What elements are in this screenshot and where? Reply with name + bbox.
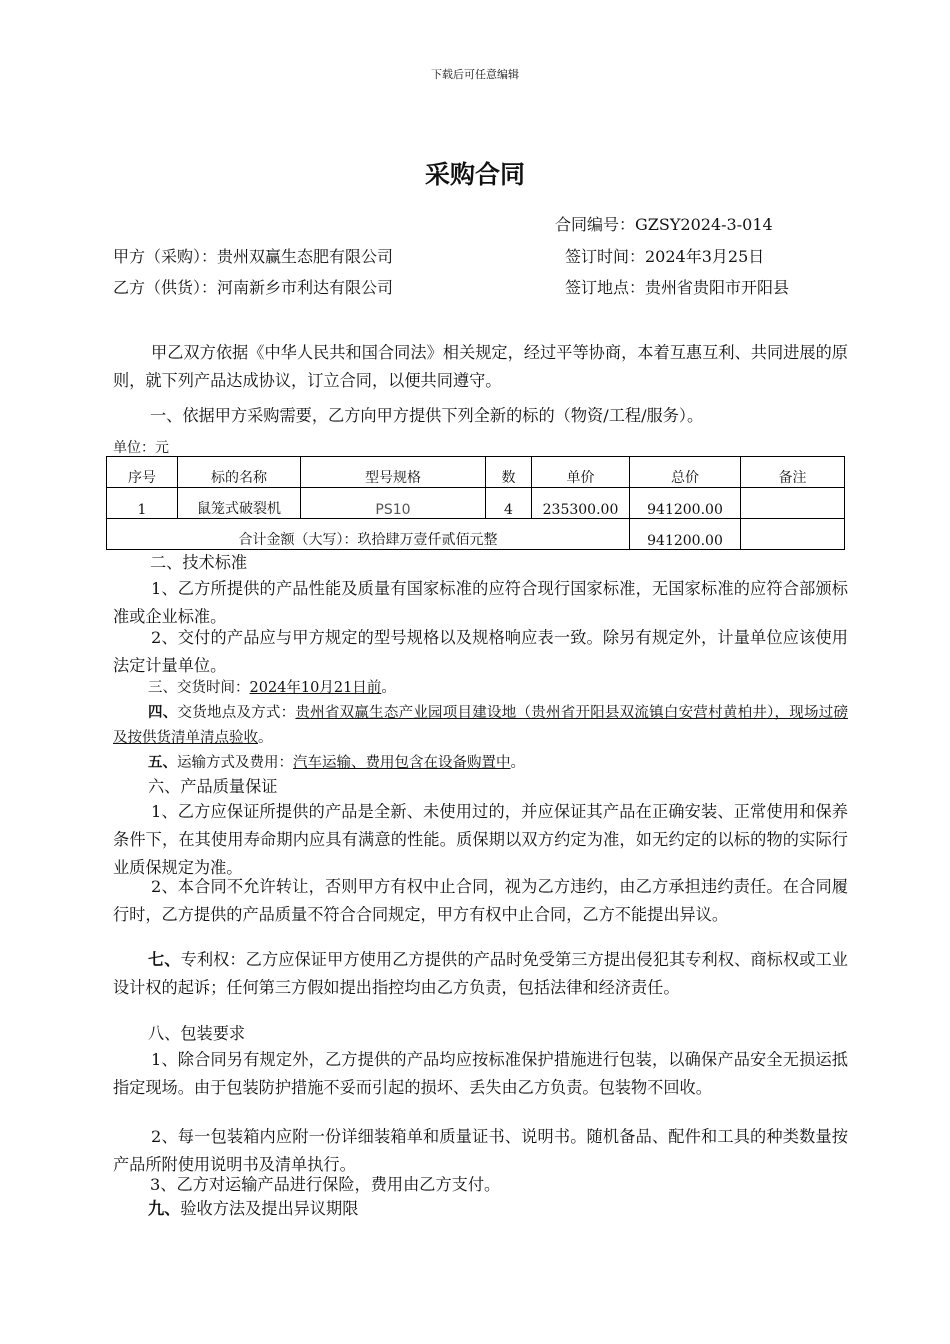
table-cell: 4 xyxy=(486,488,532,519)
section-4 xyxy=(113,700,848,751)
items-table xyxy=(106,456,845,550)
section-4-end: 。 xyxy=(258,730,273,746)
header-cell: 序号 xyxy=(107,457,178,488)
section-2-item-2: 2、交付的产品应与甲方规定的型号规格以及规格响应表一致。除另有规定外，计量单位应该使用法定计量单位。 xyxy=(113,628,848,675)
section-7-text: 专利权：乙方应保证甲方使用乙方提供的产品时免受第三方提出侵犯其专利权、商标权或工业设计权的起诉；任何第三方假如提出指控均由乙方负责，包括法律和经济责任。 xyxy=(113,950,848,997)
section-4-label-2: 交货地点及方式： xyxy=(177,705,296,721)
table-header-row xyxy=(107,457,845,488)
table-cell: 941200.00 xyxy=(630,488,741,519)
section-4-label: 四、 xyxy=(148,704,178,721)
section-8-item-3: 3、乙方对运输产品进行保险，费用由乙方支付。 xyxy=(150,1175,501,1194)
header-cell: 数 xyxy=(486,457,532,488)
header-cell: 单价 xyxy=(532,457,630,488)
section-7-label: 七、 xyxy=(148,950,181,969)
table-cell xyxy=(741,519,845,550)
section-5-end: 。 xyxy=(510,755,525,771)
delivery-time: 2024年10月21日前 xyxy=(249,680,382,696)
section-8-title: 八、包装要求 xyxy=(148,1024,246,1043)
sign-time: 签订时间：2024年3月25日 xyxy=(565,247,765,266)
intro-paragraph: 甲乙双方依据《中华人民共和国合同法》相关规定，经过平等协商，本着互惠互利、共同进展的原则，就下列产品达成协议，订立合同，以便共同遵守。 xyxy=(113,343,848,390)
section-3-end: 。 xyxy=(381,680,396,696)
section-9 xyxy=(148,1196,358,1222)
section-8-item-2: 2、每一包装箱内应附一份详细装箱单和质量证书、说明书。随机备品、配件和工具的种类数量按产品所附使用说明书及清单执行。 xyxy=(113,1127,848,1174)
party-a: 甲方（采购）：贵州双赢生态肥有限公司 xyxy=(113,247,394,266)
section-9-title: 验收方法及提出异议期限 xyxy=(180,1199,359,1218)
table-cell: 235300.00 xyxy=(532,488,630,519)
table-cell: 1 xyxy=(107,488,178,519)
table-cell xyxy=(741,488,845,519)
section-8-item-1: 1、除合同另有规定外，乙方提供的产品均应按标准保护措施进行包装，以确保产品安全无损运抵指定现场。由于包装防护措施不妥而引起的损坏、丢失由乙方负责。包装物不回收。 xyxy=(113,1050,848,1097)
total-label: 合计金额（大写）：玖拾肆万壹仟贰佰元整 xyxy=(107,519,630,550)
sign-place: 签订地点：贵州省贵阳市开阳县 xyxy=(565,278,790,297)
section-5-label-2: 运输方式及费用： xyxy=(177,755,293,771)
section-5 xyxy=(148,750,525,776)
delivery-place: 贵州省双赢生态产业园项目建设地（贵州省开阳县双流镇白安营村黄柏井），现场过磅及按供货清单清点验收 xyxy=(113,705,849,746)
contract-number: 合同编号：GZSY2024-3-014 xyxy=(555,215,773,234)
section-1: 一、依据甲方采购需要，乙方向甲方提供下列全新的标的（物资/工程/服务）。 xyxy=(150,406,704,425)
table-total-row xyxy=(107,519,845,550)
section-7 xyxy=(113,946,848,1002)
header-cell: 备注 xyxy=(741,457,845,488)
section-6-item-1: 1、乙方应保证所提供的产品是全新、未使用过的，并应保证其产品在正确安装、正常使用和保养条件下，在其使用寿命期内应具有满意的性能。质保期以双方约定为准，如无约定的以标的物的实际行业质保规定为准。 xyxy=(113,802,848,877)
table-cell: PS10 xyxy=(301,488,486,519)
section-9-label: 九、 xyxy=(148,1199,181,1218)
section-6-title: 六、产品质量保证 xyxy=(148,777,278,796)
unit-label: 单位：元 xyxy=(113,440,169,456)
transport-method: 汽车运输、费用包含在设备购置中 xyxy=(293,755,511,771)
header-cell: 标的名称 xyxy=(178,457,301,488)
section-2-title: 二、技术标准 xyxy=(150,553,248,572)
table-cell: 鼠笼式破裂机 xyxy=(178,488,301,519)
section-6-item-2: 2、本合同不允许转让，否则甲方有权中止合同，视为乙方违约，由乙方承担违约责任。在合同履行时，乙方提供的产品质量不符合合同规定，甲方有权中止合同，乙方不能提出异议。 xyxy=(113,877,848,924)
total-value: 941200.00 xyxy=(630,519,741,550)
page-title: 采购合同 xyxy=(424,160,525,189)
section-3-label: 三、交货时间： xyxy=(148,680,250,696)
table-row xyxy=(107,488,845,519)
header-cell: 型号规格 xyxy=(301,457,486,488)
section-2-item-1: 1、乙方所提供的产品性能及质量有国家标准的应符合现行国家标准，无国家标准的应符合部颁标准或企业标准。 xyxy=(113,579,848,626)
party-b: 乙方（供货）：河南新乡市利达有限公司 xyxy=(113,278,394,297)
header-cell: 总价 xyxy=(630,457,741,488)
section-3 xyxy=(148,675,396,701)
header-note: 下载后可任意编辑 xyxy=(431,68,519,81)
section-5-label: 五、 xyxy=(148,754,177,771)
